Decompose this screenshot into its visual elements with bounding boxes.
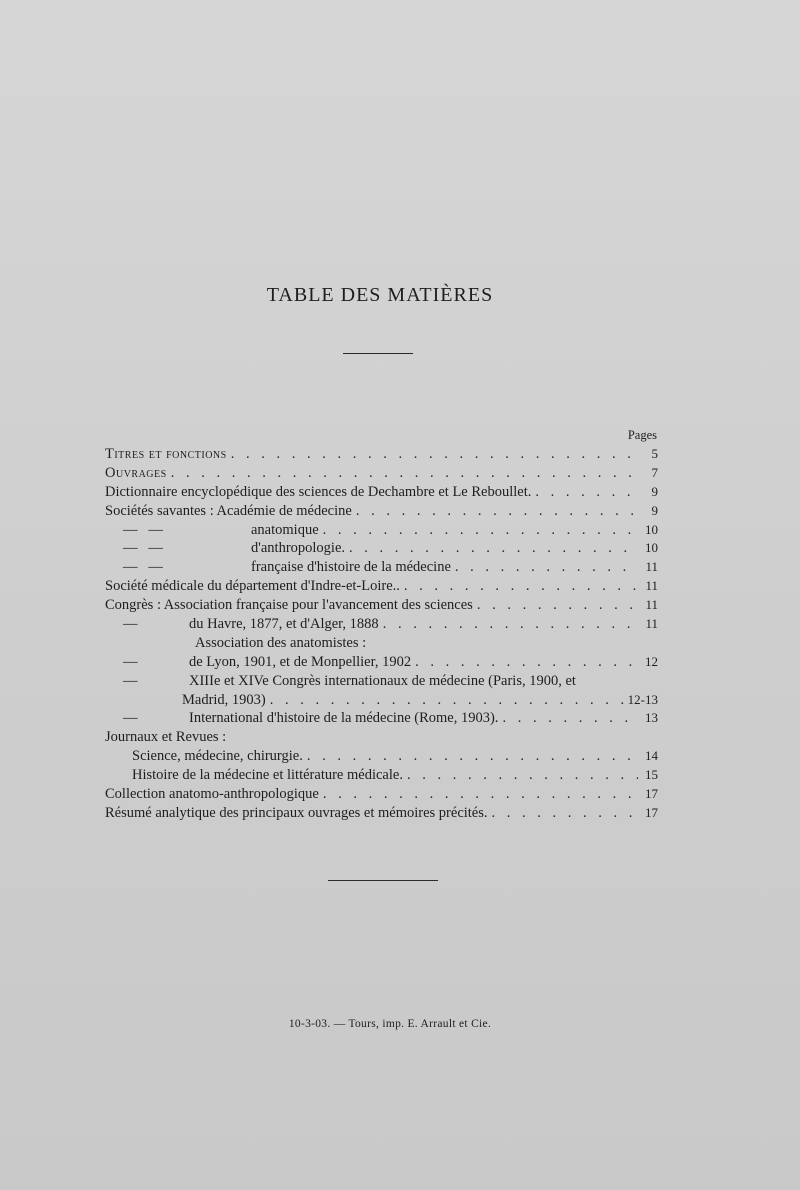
dot-leader (349, 539, 638, 558)
ditto-dash: — (123, 672, 138, 689)
toc-entry (105, 672, 658, 691)
dot-leader (455, 558, 638, 577)
toc-entry-text: Histoire de la médecine et littérature médicale. (132, 767, 403, 784)
toc-entry-text: Société médicale du département d'Indre-et-Loire.. (105, 578, 400, 595)
toc-entry-text: Journaux et Revues : (105, 729, 227, 746)
toc-page-number: 17 (645, 786, 658, 802)
dot-leader (171, 464, 638, 483)
toc-entry (105, 804, 658, 823)
toc-page-number: 11 (645, 597, 658, 613)
toc-page-number: 13 (645, 710, 658, 726)
toc-entry-text: de Lyon, 1901, et de Monpellier, 1902 (189, 653, 412, 670)
toc-entry-text: du Havre, 1877, et d'Alger, 1888 (189, 616, 379, 633)
toc-page-number: 17 (645, 804, 658, 820)
toc-page-number: 10 (645, 521, 658, 537)
ditto-dash: — (123, 616, 138, 633)
toc-entry-text: Résumé analytique des principaux ouvrages et mémoires précités. (105, 804, 488, 821)
ditto-dash: — — (123, 540, 163, 557)
ditto-dash: — (123, 710, 138, 727)
dot-leader (492, 804, 638, 823)
toc-entry (105, 747, 658, 766)
toc-page-number: 12 (645, 653, 658, 669)
ditto-dash: — (123, 653, 138, 670)
dot-leader (535, 483, 638, 502)
toc-entry-text: Science, médecine, chirurgie. (132, 748, 303, 765)
end-rule (328, 880, 438, 881)
table-of-contents (105, 428, 658, 823)
toc-entry-text: Association des anatomistes : (195, 634, 367, 651)
dot-leader (323, 521, 638, 540)
dot-leader (307, 747, 638, 766)
toc-entry-text: française d'histoire de la médecine (251, 559, 451, 576)
dot-leader (415, 653, 638, 672)
dot-leader (404, 577, 638, 596)
toc-page-number: 9 (651, 502, 658, 518)
dot-leader (502, 709, 638, 728)
toc-page-number: 15 (645, 767, 658, 783)
pages-column-header: Pages (627, 428, 657, 442)
toc-entry-text: Dictionnaire encyclopédique des sciences de Dechambre et Le Reboullet. (105, 483, 532, 500)
toc-page-number: 11 (645, 616, 658, 632)
toc-page-number: 11 (645, 559, 658, 575)
dot-leader (407, 766, 638, 785)
dot-leader (477, 596, 638, 615)
toc-entry (105, 691, 658, 710)
toc-page-number: 5 (651, 446, 658, 461)
toc-entry-text: Titres et fonctions (105, 446, 227, 462)
dot-leader (270, 691, 624, 710)
toc-page-number: 14 (645, 748, 658, 764)
toc-page-number: 12-13 (627, 691, 658, 707)
toc-entry (105, 502, 658, 521)
toc-entry (105, 785, 658, 804)
toc-entry (105, 483, 658, 502)
toc-page-number: 7 (651, 464, 658, 480)
toc-page-number: 11 (645, 578, 658, 594)
toc-entry (105, 634, 658, 653)
toc-entry-text: Congrès : Association française pour l'avancement des sciences (105, 597, 473, 614)
toc-entry-text: Madrid, 1903) (182, 691, 266, 708)
dot-leader (356, 502, 638, 521)
ditto-dash: — — (123, 521, 163, 538)
toc-entry (105, 709, 658, 728)
toc-entry-text: International d'histoire de la médecine (Rome, 1903). (189, 710, 499, 727)
toc-entry-text: d'anthropologie. (251, 540, 346, 557)
toc-entry-text: Ouvrages (105, 464, 167, 481)
toc-entry (105, 728, 658, 747)
toc-entry (105, 539, 658, 558)
dot-leader (231, 445, 638, 464)
dot-leader (323, 785, 638, 804)
toc-page-number: 9 (651, 483, 658, 499)
toc-entry-text: Sociétés savantes : Académie de médecine (105, 502, 352, 519)
page-title: TABLE DES MATIÈRES (266, 284, 494, 306)
toc-entry (105, 615, 658, 634)
toc-entry-text: Collection anatomo-anthropologique (105, 786, 319, 803)
toc-entry (105, 464, 658, 483)
toc-entry (105, 445, 658, 464)
title-rule (343, 353, 413, 354)
toc-entry (105, 766, 658, 785)
toc-entry (105, 558, 658, 577)
toc-entry-text: anatomique (251, 521, 319, 538)
ditto-dash: — — (123, 559, 163, 576)
toc-entry (105, 653, 658, 672)
toc-entry-text: XIIIe et XIVe Congrès internationaux de médecine (Paris, 1900, et (189, 672, 576, 689)
toc-entry (105, 596, 658, 615)
printer-imprint: 10-3-03. — Tours, imp. E. Arrault et Cie. (288, 1018, 492, 1030)
toc-entry (105, 521, 658, 540)
dot-leader (383, 615, 638, 634)
toc-page-number: 10 (645, 540, 658, 556)
toc-entry (105, 577, 658, 596)
